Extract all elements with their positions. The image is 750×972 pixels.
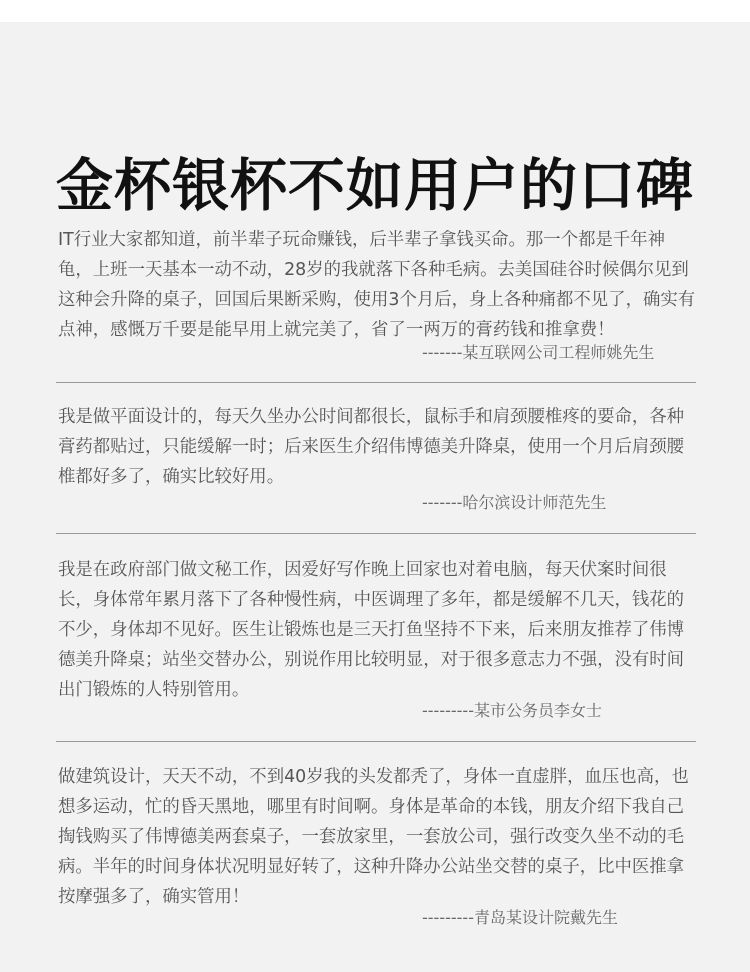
testimonial-author: -------哈尔滨设计师范先生 bbox=[422, 493, 607, 512]
section-divider bbox=[56, 382, 696, 383]
testimonial-quote: 我是在政府部门做文秘工作，因爱好写作晚上回家也对着电脑，每天伏案时间很长，身体常年累月落下了各种慢性病，中医调理了多年，都是缓解不几天，钱花的不少，身体却不见好。医生让锻炼也是三天打鱼坚持不下来，后来朋友推荐了伟博德美升降桌；站坐交替办公，别说作用比较明显，对于很多意志力不强，没有时间出门锻炼的人特别管用。 bbox=[58, 560, 685, 700]
testimonial-author: -------某互联网公司工程师姚先生 bbox=[422, 343, 655, 362]
testimonial-card-2 bbox=[58, 402, 698, 512]
testimonial-quote: 做建筑设计，天天不动，不到40岁我的头发都秃了，身体一直虚胖，血压也高，也想多运动，忙的昏天黑地，哪里有时间啊。身体是革命的本钱，朋友介绍下我自己掏钱购买了伟博德美两套桌子，一套放家里，一套放公司，强行改变久坐不动的毛病。半年的时间身体状况明显好转了，这种升降办公站坐交替的桌子，比中医推拿按摩强多了，确实管用！ bbox=[58, 767, 689, 907]
testimonial-card-3 bbox=[58, 555, 698, 720]
testimonial-card-1 bbox=[58, 225, 698, 362]
page-title: 金杯银杯不如用户的口碑 bbox=[56, 153, 694, 220]
testimonial-quote: IT行业大家都知道，前半辈子玩命赚钱，后半辈子拿钱买命。那一个都是千年神龟，上班一天基本一动不动，28岁的我就落下各种毛病。去美国硅谷时候偶尔见到这种会升降的桌子，回国后果断采购，使用3个月后，身上各种痛都不见了，确实有点神，感慨万千要是能早用上就完美了，省了一两万的膏药钱和推拿费！ bbox=[58, 230, 696, 340]
section-divider bbox=[56, 741, 696, 742]
testimonial-author: ---------某市公务员李女士 bbox=[422, 701, 602, 720]
testimonial-quote: 我是做平面设计的，每天久坐办公时间都很长，鼠标手和肩颈腰椎疼的要命，各种膏药都贴过，只能缓解一时；后来医生介绍伟博德美升降桌，使用一个月后肩颈腰椎都好多了，确实比较好用。 bbox=[58, 407, 685, 487]
section-divider bbox=[56, 533, 696, 534]
testimonial-author: ---------青岛某设计院戴先生 bbox=[422, 908, 618, 927]
testimonial-card-4 bbox=[58, 762, 698, 927]
